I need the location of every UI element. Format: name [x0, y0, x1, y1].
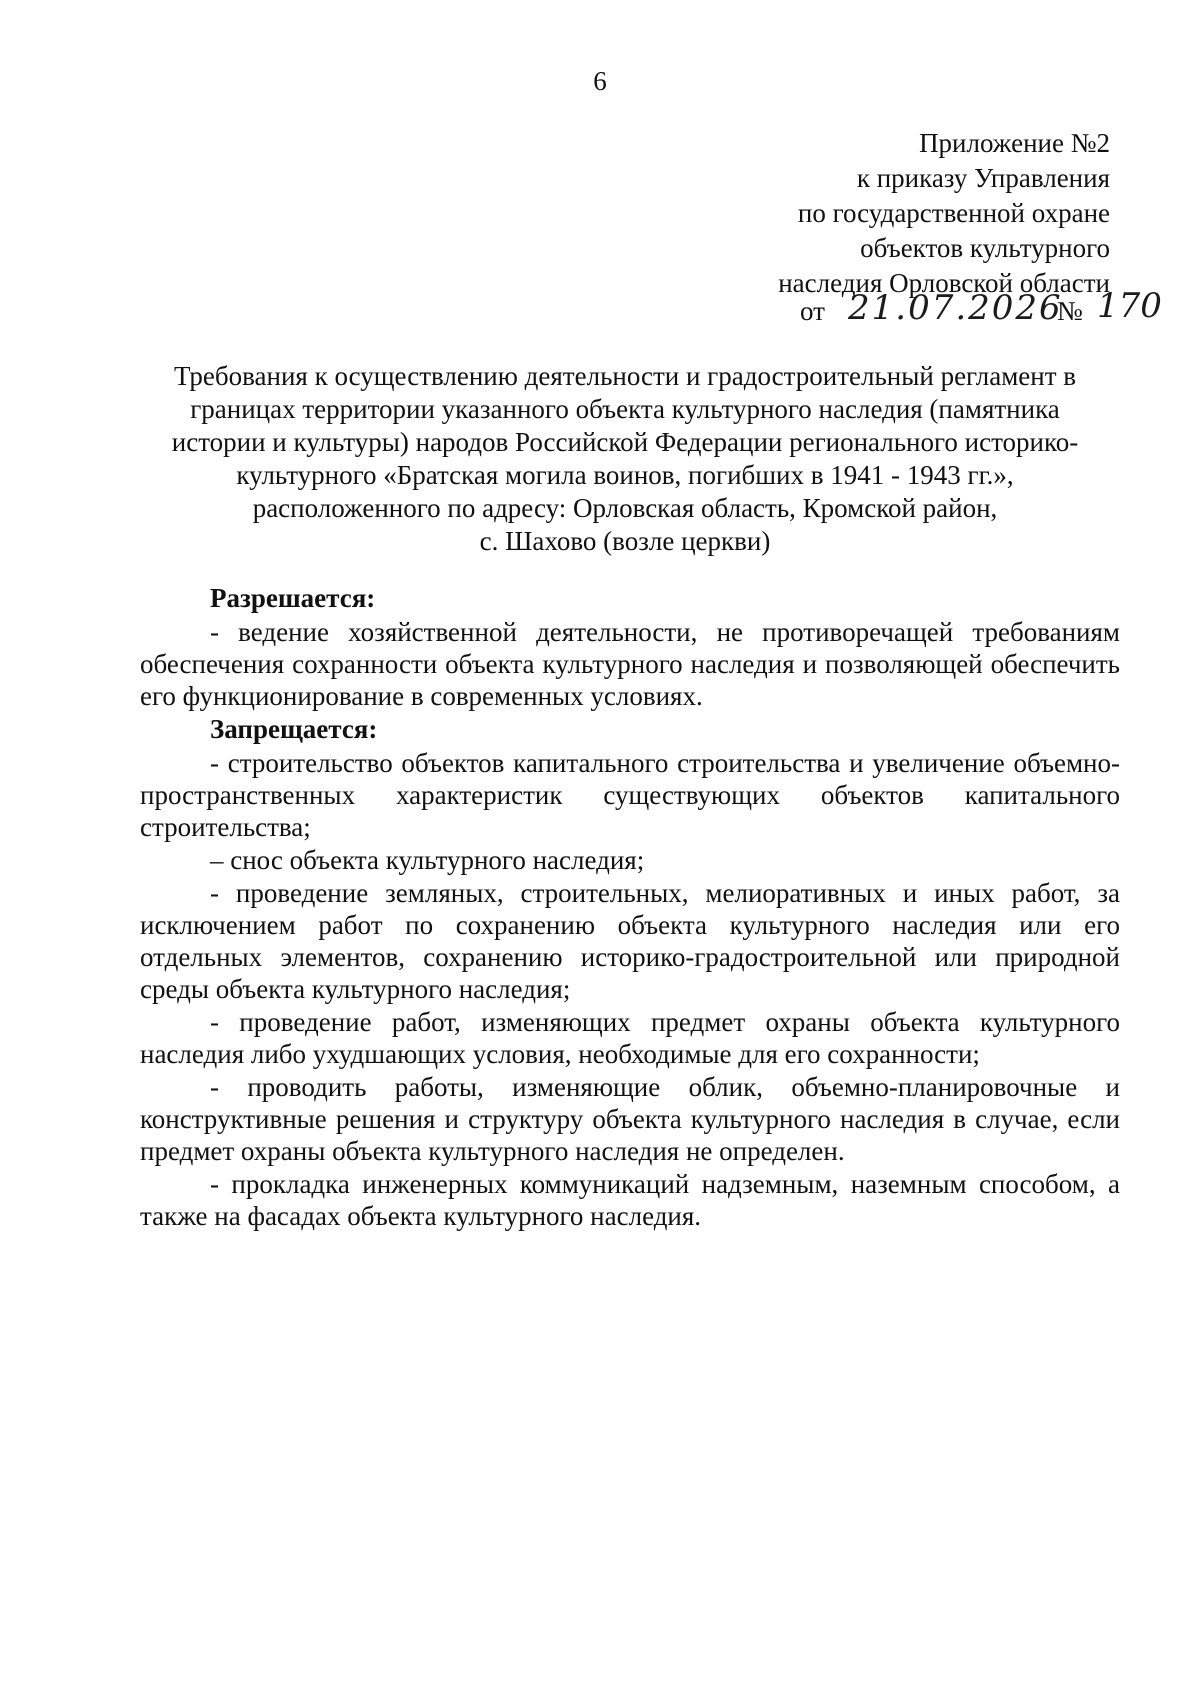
forbidden-item: - проводить работы, изменяющие облик, объемно-планировочные и конструктивные решения и структуру объекта культурного наследия в случае, если предмет охраны объекта культурного наследия не определен. — [140, 1072, 1120, 1166]
title-line: с. Шахово (возле церкви) — [479, 526, 771, 556]
appendix-line: объектов культурного — [860, 233, 1110, 263]
number-label: № — [1057, 296, 1083, 326]
appendix-line: наследия Орловской области — [778, 268, 1110, 298]
forbidden-item: – снос объекта культурного наследия; — [210, 845, 645, 875]
appendix-line: Приложение №2 — [919, 128, 1110, 158]
title-line: границах территории указанного объекта культурного наследия (памятника — [190, 394, 1060, 424]
title-line: культурного «Братская могила воинов, погибших в 1941 - 1943 гг.», — [236, 460, 1014, 490]
forbidden-item: - строительство объектов капитального строительства и увеличение объемно-пространственных характеристик существующих объектов капитального строительства; — [140, 748, 1120, 842]
document-body — [140, 582, 1120, 1233]
date-label: от — [800, 296, 825, 326]
allowed-heading: Разрешается: — [210, 583, 376, 613]
title-line: Требования к осуществлению деятельности и градостроительный регламент в — [173, 361, 1077, 391]
forbidden-heading: Запрещается: — [210, 714, 378, 744]
title-line: расположенного по адресу: Орловская область, Кромской район, — [252, 493, 998, 523]
order-date-number-line — [800, 286, 1162, 336]
document-title — [150, 360, 1100, 558]
handwritten-number: 170 — [1097, 286, 1162, 326]
title-line: истории и культуры) народов Российской Федерации регионального историко- — [171, 427, 1079, 457]
handwritten-date: 21.07.2026 — [848, 288, 1063, 328]
appendix-block — [778, 126, 1110, 301]
forbidden-item: - проведение земляных, строительных, мелиоративных и иных работ, за исключением работ по сохранению объекта культурного наследия или его отдельных элементов, сохранению историко-градостроительной или природной среды объекта культурного наследия; — [140, 878, 1120, 1004]
forbidden-item: - прокладка инженерных коммуникаций надземным, наземным способом, а также на фасадах объекта культурного наследия. — [140, 1169, 1120, 1231]
page-number: 6 — [593, 66, 607, 96]
appendix-line: по государственной охране — [797, 198, 1110, 228]
allowed-item: - ведение хозяйственной деятельности, не противоречащей требованиям обеспечения сохранности объекта культурного наследия и позволяющей обеспечить его функционирование в современных условиях. — [140, 617, 1120, 711]
forbidden-item: - проведение работ, изменяющих предмет охраны объекта культурного наследия либо ухудшающих условия, необходимые для его сохранности; — [140, 1007, 1120, 1069]
appendix-line: к приказу Управления — [856, 163, 1110, 193]
